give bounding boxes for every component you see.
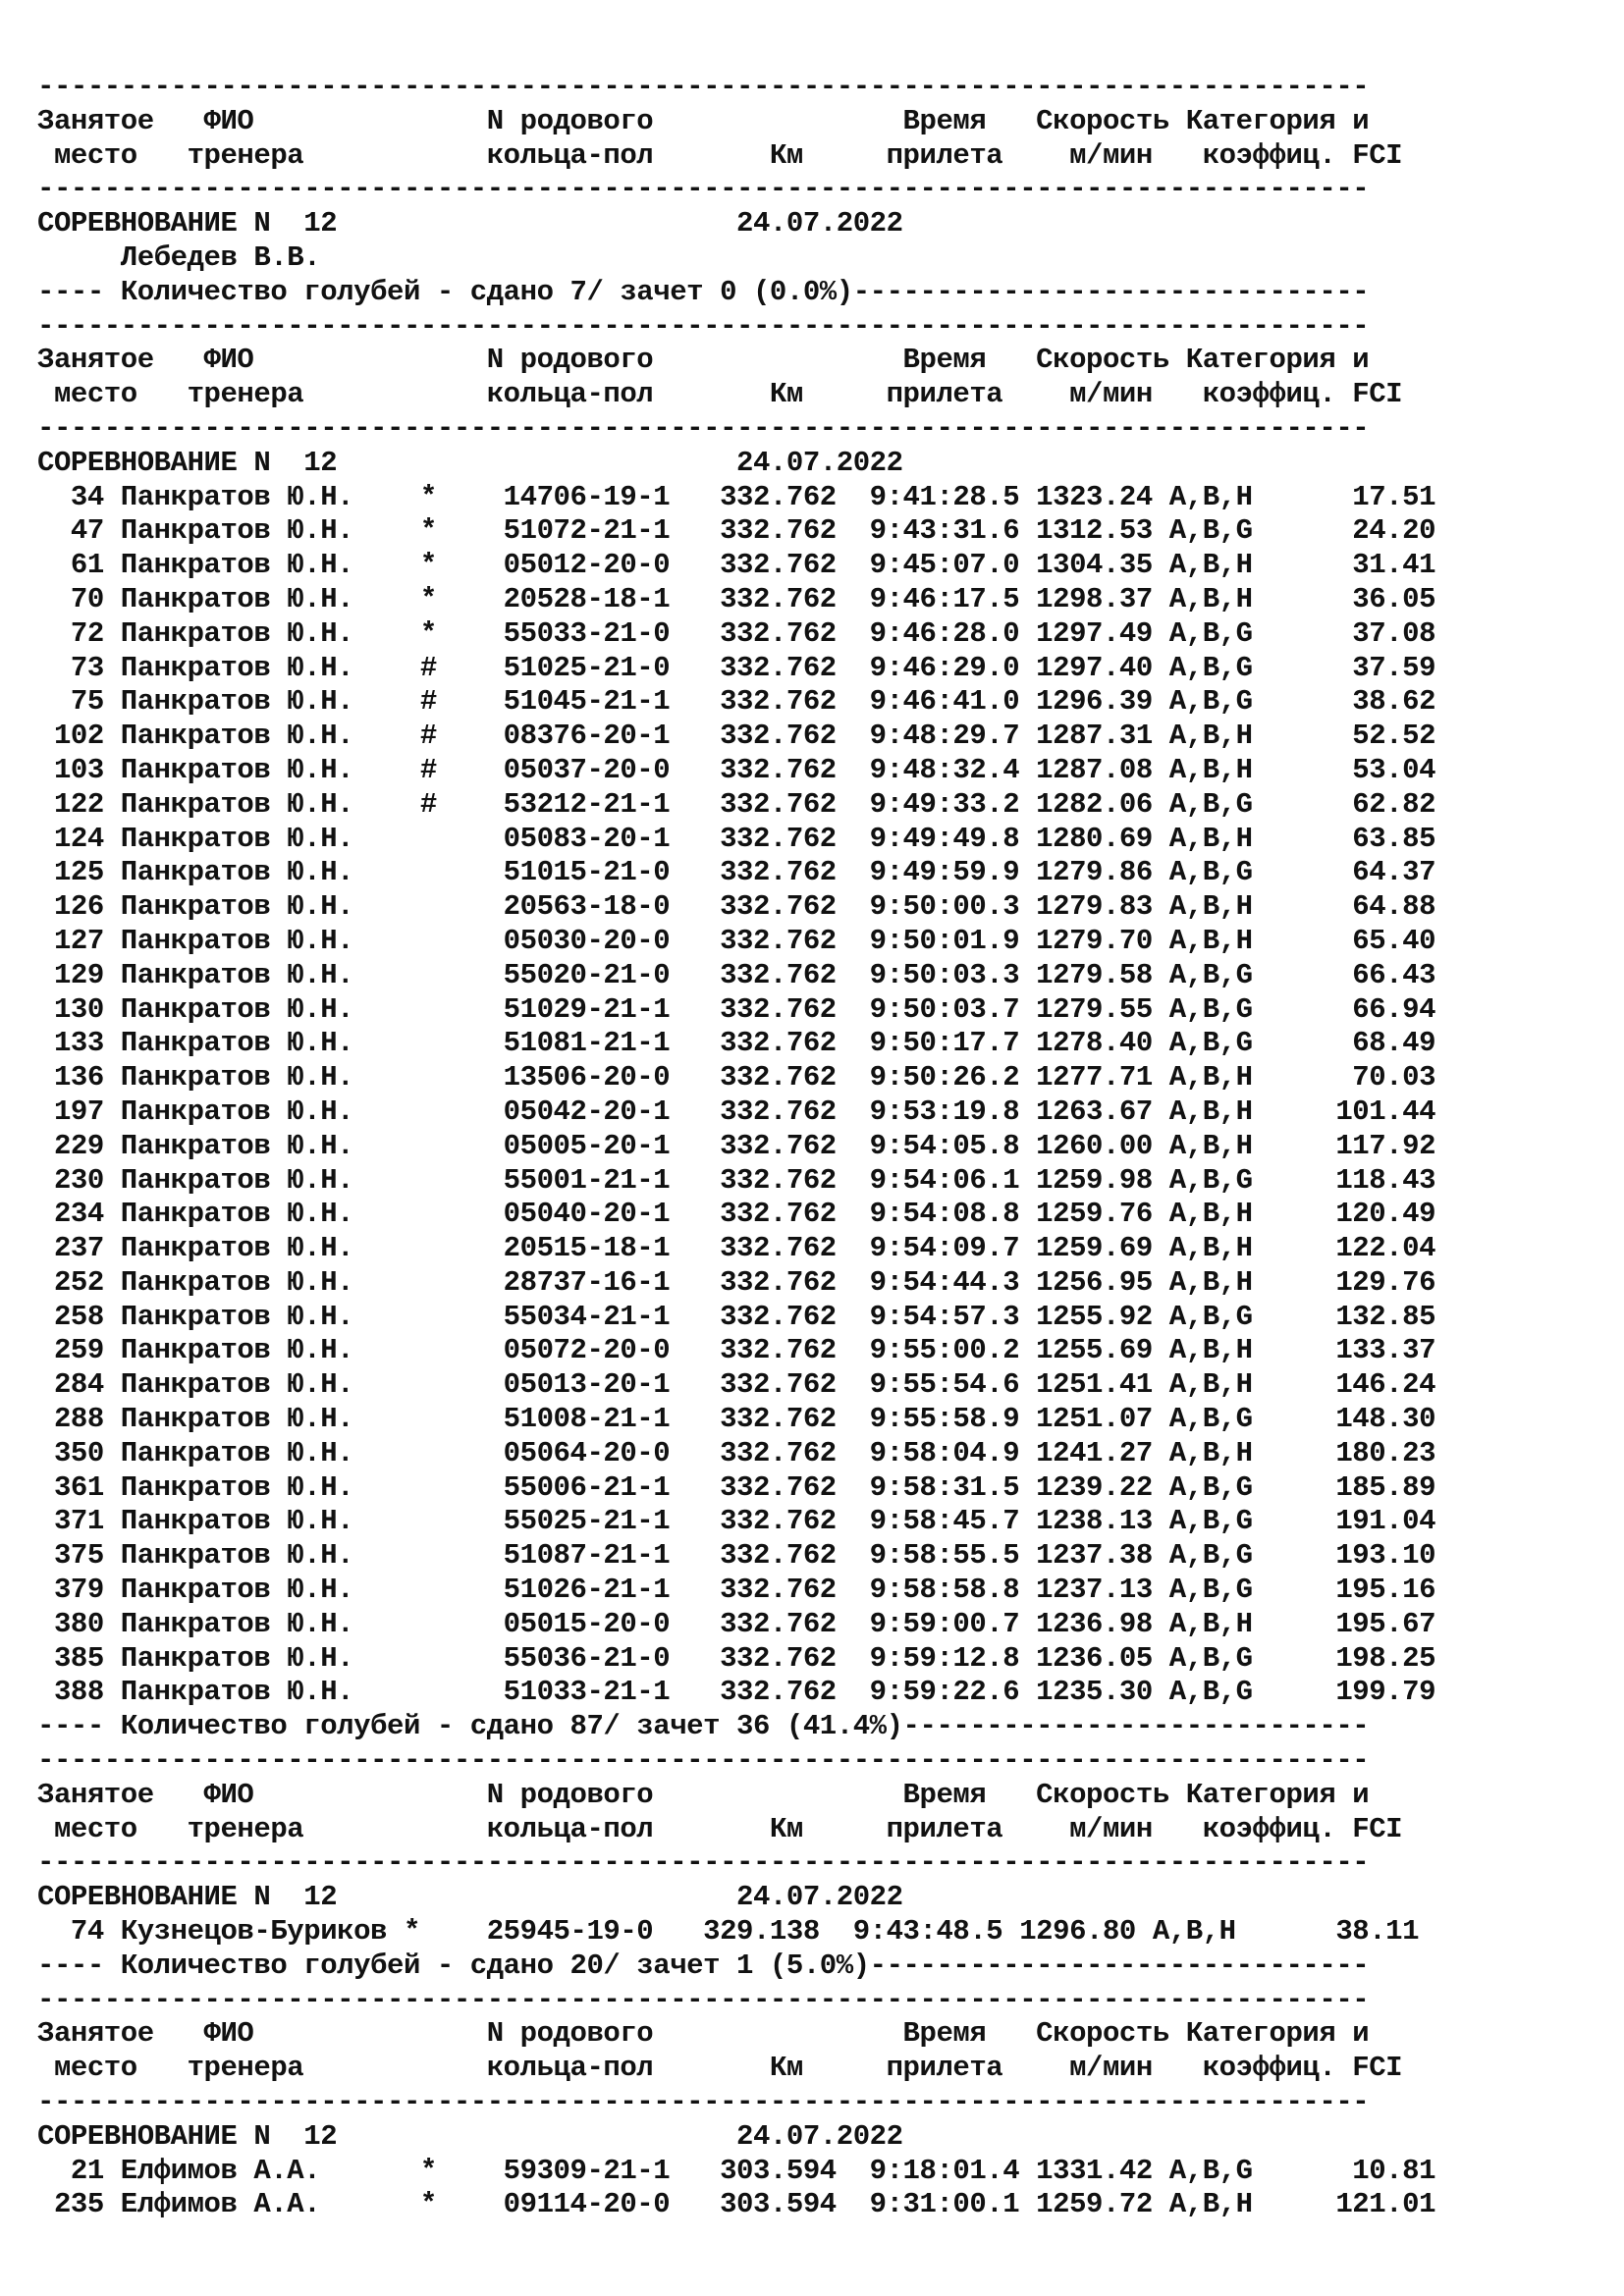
result-row: 122 Панкратов Ю.Н. # 53212-21-1 332.762 9:49:33.2 1282.06 A,B,G 62.82 — [37, 787, 1436, 821]
column-header-line-1: Занятое ФИО N родового Время Скорость Категория и — [37, 2017, 1370, 2051]
result-row: 230 Панкратов Ю.Н. 55001-21-1 332.762 9:54:06.1 1259.98 A,B,G 118.43 — [37, 1163, 1436, 1197]
result-row: 350 Панкратов Ю.Н. 05064-20-0 332.762 9:58:04.9 1241.27 A,B,H 180.23 — [37, 1436, 1436, 1469]
result-row: 380 Панкратов Ю.Н. 05015-20-0 332.762 9:59:00.7 1236.98 A,B,H 195.67 — [37, 1607, 1436, 1640]
section-summary-line: ---- Количество голубей - сдано 87/ зачет 36 (41.4%)---------------------------- — [37, 1710, 1370, 1743]
result-row: 129 Панкратов Ю.Н. 55020-21-0 332.762 9:50:03.3 1279.58 A,B,G 66.43 — [37, 958, 1436, 991]
result-row: 375 Панкратов Ю.Н. 51087-21-1 332.762 9:58:55.5 1237.38 A,B,G 193.10 — [37, 1539, 1436, 1573]
result-row: 47 Панкратов Ю.Н. * 51072-21-1 332.762 9:43:31.6 1312.53 A,B,G 24.20 — [37, 514, 1436, 548]
competition-line: СОРЕВНОВАНИЕ N 12 24.07.2022 — [37, 446, 903, 479]
column-header-line-2: место тренера кольца-пол Км прилета м/мин коэффиц. FCI — [37, 138, 1403, 172]
result-row: 102 Панкратов Ю.Н. # 08376-20-1 332.762 9:48:29.7 1287.31 A,B,H 52.52 — [37, 720, 1436, 753]
competition-line: СОРЕВНОВАНИЕ N 12 24.07.2022 — [37, 2119, 903, 2153]
result-row: 371 Панкратов Ю.Н. 55025-21-1 332.762 9:58:45.7 1238.13 A,B,G 191.04 — [37, 1505, 1436, 1538]
result-row: 136 Панкратов Ю.Н. 13506-20-0 332.762 9:50:26.2 1277.71 A,B,H 70.03 — [37, 1061, 1436, 1095]
result-row: 75 Панкратов Ю.Н. # 51045-21-1 332.762 9:46:41.0 1296.39 A,B,G 38.62 — [37, 685, 1436, 719]
result-row: 258 Панкратов Ю.Н. 55034-21-1 332.762 9:54:57.3 1255.92 A,B,G 132.85 — [37, 1300, 1436, 1333]
result-row: 388 Панкратов Ю.Н. 51033-21-1 332.762 9:59:22.6 1235.30 A,B,G 199.79 — [37, 1676, 1436, 1709]
result-row: 237 Панкратов Ю.Н. 20515-18-1 332.762 9:54:09.7 1259.69 A,B,H 122.04 — [37, 1232, 1436, 1265]
result-row: 133 Панкратов Ю.Н. 51081-21-1 332.762 9:50:17.7 1278.40 A,B,G 68.49 — [37, 1027, 1436, 1060]
result-row: 229 Панкратов Ю.Н. 05005-20-1 332.762 9:54:05.8 1260.00 A,B,H 117.92 — [37, 1129, 1436, 1162]
result-row: 288 Панкратов Ю.Н. 51008-21-1 332.762 9:55:58.9 1251.07 A,B,G 148.30 — [37, 1403, 1436, 1436]
result-row: 197 Панкратов Ю.Н. 05042-20-1 332.762 9:53:19.8 1263.67 A,B,H 101.44 — [37, 1095, 1436, 1128]
result-row: 61 Панкратов Ю.Н. * 05012-20-0 332.762 9:45:07.0 1304.35 A,B,H 31.41 — [37, 549, 1436, 582]
rule-line: -------------------------------------------------------------------------------- — [37, 2086, 1370, 2119]
column-header-line-1: Занятое ФИО N родового Время Скорость Категория и — [37, 104, 1370, 137]
rule-line: -------------------------------------------------------------------------------- — [37, 71, 1370, 103]
column-header-line-1: Занятое ФИО N родового Время Скорость Категория и — [37, 1778, 1370, 1811]
result-row: 103 Панкратов Ю.Н. # 05037-20-0 332.762 9:48:32.4 1287.08 A,B,H 53.04 — [37, 753, 1436, 786]
result-row: 126 Панкратов Ю.Н. 20563-18-0 332.762 9:50:00.3 1279.83 A,B,H 64.88 — [37, 890, 1436, 924]
rule-line: -------------------------------------------------------------------------------- — [37, 1744, 1370, 1778]
result-row: 73 Панкратов Ю.Н. # 51025-21-0 332.762 9:46:29.0 1297.40 A,B,G 37.59 — [37, 651, 1436, 684]
column-header-line-2: место тренера кольца-пол Км прилета м/мин коэффиц. FCI — [37, 378, 1403, 411]
result-row: 72 Панкратов Ю.Н. * 55033-21-0 332.762 9:46:28.0 1297.49 A,B,G 37.08 — [37, 616, 1436, 650]
result-row: 74 Кузнецов-Буриков * 25945-19-0 329.138 9:43:48.5 1296.80 A,B,H 38.11 — [37, 1915, 1420, 1949]
section-summary-line: ---- Количество голубей - сдано 7/ зачет 0 (0.0%)------------------------------- — [37, 275, 1370, 308]
column-header-line-2: место тренера кольца-пол Км прилета м/мин коэффиц. FCI — [37, 2052, 1403, 2085]
competition-line: СОРЕВНОВАНИЕ N 12 24.07.2022 — [37, 207, 903, 240]
section-summary-line: ---- Количество голубей - сдано 20/ зачет 1 (5.0%)------------------------------ — [37, 1949, 1370, 1982]
column-header-line-1: Занятое ФИО N родового Время Скорость Категория и — [37, 344, 1370, 377]
result-row: 124 Панкратов Ю.Н. 05083-20-1 332.762 9:49:49.8 1280.69 A,B,H 63.85 — [37, 822, 1436, 855]
column-header-line-2: место тренера кольца-пол Км прилета м/мин коэффиц. FCI — [37, 1812, 1403, 1845]
result-row: 130 Панкратов Ю.Н. 51029-21-1 332.762 9:50:03.7 1279.55 A,B,G 66.94 — [37, 992, 1436, 1026]
result-row: 34 Панкратов Ю.Н. * 14706-19-1 332.762 9:41:28.5 1323.24 A,B,H 17.51 — [37, 480, 1436, 513]
result-row: 70 Панкратов Ю.Н. * 20528-18-1 332.762 9:46:17.5 1298.37 A,B,H 36.05 — [37, 582, 1436, 615]
result-row: 361 Панкратов Ю.Н. 55006-21-1 332.762 9:58:31.5 1239.22 A,B,G 185.89 — [37, 1470, 1436, 1504]
result-row: 235 Елфимов А.А. * 09114-20-0 303.594 9:31:00.1 1259.72 A,B,H 121.01 — [37, 2188, 1436, 2221]
result-row: 252 Панкратов Ю.Н. 28737-16-1 332.762 9:54:44.3 1256.95 A,B,H 129.76 — [37, 1265, 1436, 1299]
rule-line: -------------------------------------------------------------------------------- — [37, 411, 1370, 445]
rule-line: -------------------------------------------------------------------------------- — [37, 173, 1370, 206]
result-row: 385 Панкратов Ю.Н. 55036-21-0 332.762 9:59:12.8 1236.05 A,B,G 198.25 — [37, 1641, 1436, 1675]
rule-line: -------------------------------------------------------------------------------- — [37, 1983, 1370, 2016]
result-row: 125 Панкратов Ю.Н. 51015-21-0 332.762 9:49:59.9 1279.86 A,B,G 64.37 — [37, 856, 1436, 889]
result-row: 284 Панкратов Ю.Н. 05013-20-1 332.762 9:55:54.6 1251.41 A,B,H 146.24 — [37, 1368, 1436, 1402]
rule-line: -------------------------------------------------------------------------------- — [37, 1846, 1370, 1880]
results-report — [37, 71, 1435, 2222]
trainer-name-line: Лебедев В.В. — [37, 240, 321, 274]
rule-line: -------------------------------------------------------------------------------- — [37, 309, 1370, 343]
result-row: 379 Панкратов Ю.Н. 51026-21-1 332.762 9:58:58.8 1237.13 A,B,G 195.16 — [37, 1574, 1436, 1607]
result-row: 21 Елфимов А.А. * 59309-21-1 303.594 9:18:01.4 1331.42 A,B,G 10.81 — [37, 2154, 1436, 2187]
result-row: 234 Панкратов Ю.Н. 05040-20-1 332.762 9:54:08.8 1259.76 A,B,H 120.49 — [37, 1198, 1436, 1231]
competition-line: СОРЕВНОВАНИЕ N 12 24.07.2022 — [37, 1881, 903, 1914]
result-row: 259 Панкратов Ю.Н. 05072-20-0 332.762 9:55:00.2 1255.69 A,B,H 133.37 — [37, 1334, 1436, 1367]
result-row: 127 Панкратов Ю.Н. 05030-20-0 332.762 9:50:01.9 1279.70 A,B,H 65.40 — [37, 924, 1436, 957]
